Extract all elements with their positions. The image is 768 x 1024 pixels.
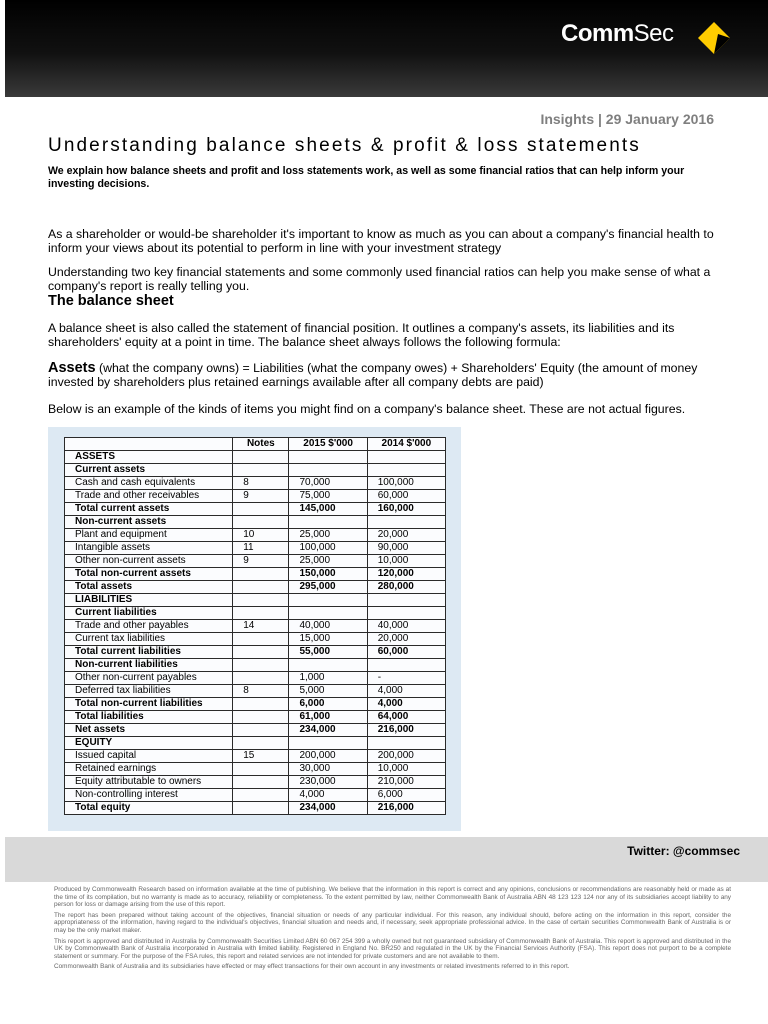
line-item-note: [233, 516, 289, 529]
line-item-label: Current liabilities: [65, 607, 233, 620]
line-item-label: Total assets: [65, 581, 233, 594]
value-2014: 60,000: [367, 646, 445, 659]
line-item-label: Current assets: [65, 464, 233, 477]
column-header: [65, 438, 233, 451]
line-item-note: [233, 633, 289, 646]
table-row: [65, 672, 446, 685]
value-2015: [289, 451, 367, 464]
line-item-label: Issued capital: [65, 750, 233, 763]
line-item-label: Total liabilities: [65, 711, 233, 724]
balance-sheet-table: [64, 437, 446, 815]
disclaimer-paragraph: Commonwealth Bank of Australia and its subsidiaries have effected or may effect transactions for their own account in any investments or related investments referred to in this report.: [54, 963, 570, 971]
line-item-note: 10: [233, 529, 289, 542]
paragraph-understanding: Understanding two key financial statements and some commonly used financial ratios can help you make sense of what a company's report is really telling you.: [48, 265, 711, 293]
line-item-note: [233, 776, 289, 789]
disclaimer-paragraph: The report has been prepared without taking account of the objectives, financial situation or needs of any particular individual. For this reason, any individual should, before acting on the information in this report, consider the appropriateness of the information, having regard to the individual's objectives, financial situation and needs and, if necessary, seek appropriate professional advice. In the case of certain securities Commonwealth Bank of Australia is or may be the only market maker.: [54, 911, 731, 934]
line-item-label: Non-current liabilities: [65, 659, 233, 672]
value-2014: 216,000: [367, 724, 445, 737]
paragraph-balance-definition: A balance sheet is also called the statement of financial position. It outlines a company's assets, its liabilities and its shareholders' equity at a point in time. The balance sheet always follows the following formula:: [48, 321, 675, 349]
line-item-label: LIABILITIES: [65, 594, 233, 607]
brand-name-rest: Sec: [633, 20, 674, 47]
value-2015: 100,000: [289, 542, 367, 555]
value-2015: [289, 464, 367, 477]
value-2014: 40,000: [367, 620, 445, 633]
table-row: [65, 555, 446, 568]
value-2014: 10,000: [367, 763, 445, 776]
line-item-label: Intangible assets: [65, 542, 233, 555]
table-row: [65, 789, 446, 802]
line-item-note: [233, 503, 289, 516]
value-2015: [289, 737, 367, 750]
paragraph-intro: As a shareholder or would-be shareholder it's important to know as much as you can about a company's financial health to inform your views about its potential to perform in line with your investment strategy: [48, 227, 714, 255]
paragraph-formula: [48, 361, 728, 389]
value-2014: -: [367, 672, 445, 685]
table-row: [65, 542, 446, 555]
line-item-label: Non-controlling interest: [65, 789, 233, 802]
value-2014: [367, 737, 445, 750]
line-item-label: Trade and other payables: [65, 620, 233, 633]
value-2014: 160,000: [367, 503, 445, 516]
value-2014: 120,000: [367, 568, 445, 581]
table-row: [65, 529, 446, 542]
brand-name-bold: Comm: [561, 20, 634, 47]
formula-text: (what the company owns) = Liabilities (what the company owes) + Shareholders' Equity (the amount of money invested by shareholders plus retained earnings available after all company debts are paid): [48, 361, 698, 389]
line-item-note: [233, 451, 289, 464]
twitter-handle: Twitter: @commsec: [627, 844, 740, 858]
table-row: [65, 451, 446, 464]
line-item-label: Other non-current assets: [65, 555, 233, 568]
balance-sheet-frame: [48, 427, 461, 831]
disclaimer: [54, 886, 731, 974]
line-item-label: Cash and cash equivalents: [65, 477, 233, 490]
line-item-note: [233, 698, 289, 711]
line-item-note: [233, 711, 289, 724]
lead-paragraph: We explain how balance sheets and profit and loss statements work, as well as some financial ratios that can help inform your investing decisions.: [48, 165, 685, 190]
value-2015: 55,000: [289, 646, 367, 659]
line-item-label: Equity attributable to owners: [65, 776, 233, 789]
table-row: [65, 698, 446, 711]
value-2014: 10,000: [367, 555, 445, 568]
value-2014: 280,000: [367, 581, 445, 594]
line-item-note: 8: [233, 685, 289, 698]
line-item-label: Plant and equipment: [65, 529, 233, 542]
line-item-note: 14: [233, 620, 289, 633]
value-2014: [367, 451, 445, 464]
disclaimer-paragraph: This report is approved and distributed in Australia by Commonwealth Securities Limited ABN 60 067 254 399 a wholly owned but not guaranteed subsidiary of Commonwealth Bank of Australia. This report is approved and distributed in the UK by Commonwealth Bank of Australia incorporated in Australia with limited liability. Registered in England No. BR250 and regulated in the UK by the Financial Services Authority (FSA). This report does not purport to be a complete statement or summary. For the purpose of the FSA rules, this report and related services are not intended for private customers and are not available to them.: [54, 937, 731, 960]
table-row: [65, 477, 446, 490]
value-2015: 4,000: [289, 789, 367, 802]
value-2015: 61,000: [289, 711, 367, 724]
line-item-label: Total current assets: [65, 503, 233, 516]
paragraph-example-intro: Below is an example of the kinds of items you might find on a company's balance sheet. These are not actual figures.: [48, 402, 686, 416]
value-2014: [367, 516, 445, 529]
value-2015: 150,000: [289, 568, 367, 581]
table-row: [65, 594, 446, 607]
twitter-bar: [5, 837, 768, 882]
table-row: [65, 516, 446, 529]
value-2015: 234,000: [289, 724, 367, 737]
line-item-note: 9: [233, 490, 289, 503]
value-2015: 145,000: [289, 503, 367, 516]
line-item-label: Deferred tax liabilities: [65, 685, 233, 698]
line-item-label: Total current liabilities: [65, 646, 233, 659]
table-row: [65, 750, 446, 763]
value-2015: 75,000: [289, 490, 367, 503]
line-item-label: Total non-current liabilities: [65, 698, 233, 711]
value-2014: [367, 464, 445, 477]
line-item-label: Trade and other receivables: [65, 490, 233, 503]
table-row: [65, 581, 446, 594]
value-2015: [289, 516, 367, 529]
line-item-note: [233, 737, 289, 750]
value-2015: [289, 607, 367, 620]
column-header: Notes: [233, 438, 289, 451]
line-item-note: [233, 763, 289, 776]
value-2014: 64,000: [367, 711, 445, 724]
line-item-note: 11: [233, 542, 289, 555]
table-row: [65, 646, 446, 659]
value-2015: 40,000: [289, 620, 367, 633]
line-item-note: 8: [233, 477, 289, 490]
line-item-label: Other non-current payables: [65, 672, 233, 685]
line-item-label: Current tax liabilities: [65, 633, 233, 646]
line-item-note: [233, 594, 289, 607]
column-header: 2015 $'000: [289, 438, 367, 451]
line-item-note: [233, 607, 289, 620]
value-2014: 4,000: [367, 698, 445, 711]
value-2014: 210,000: [367, 776, 445, 789]
value-2014: 6,000: [367, 789, 445, 802]
table-header-row: [65, 438, 446, 451]
line-item-note: [233, 646, 289, 659]
line-item-label: Net assets: [65, 724, 233, 737]
value-2014: [367, 594, 445, 607]
table-row: [65, 737, 446, 750]
brand-logo-text: [561, 20, 674, 48]
value-2014: [367, 659, 445, 672]
header-banner: [0, 0, 768, 97]
formula-assets-term: Assets: [48, 360, 96, 376]
value-2015: 25,000: [289, 529, 367, 542]
line-item-note: [233, 789, 289, 802]
value-2014: 200,000: [367, 750, 445, 763]
table-row: [65, 685, 446, 698]
line-item-label: EQUITY: [65, 737, 233, 750]
value-2015: [289, 594, 367, 607]
line-item-note: 15: [233, 750, 289, 763]
value-2014: [367, 607, 445, 620]
value-2015: 25,000: [289, 555, 367, 568]
table-row: [65, 633, 446, 646]
line-item-label: Total non-current assets: [65, 568, 233, 581]
line-item-note: [233, 581, 289, 594]
table-row: [65, 724, 446, 737]
value-2014: 20,000: [367, 529, 445, 542]
commsec-diamond-logo-icon: [696, 20, 732, 56]
table-row: [65, 763, 446, 776]
value-2015: 70,000: [289, 477, 367, 490]
table-row: [65, 802, 446, 815]
value-2014: 20,000: [367, 633, 445, 646]
value-2014: 60,000: [367, 490, 445, 503]
value-2014: 4,000: [367, 685, 445, 698]
value-2015: 15,000: [289, 633, 367, 646]
value-2014: 216,000: [367, 802, 445, 815]
line-item-note: [233, 464, 289, 477]
line-item-note: [233, 724, 289, 737]
table-row: [65, 620, 446, 633]
column-header: 2014 $'000: [367, 438, 445, 451]
line-item-note: [233, 802, 289, 815]
banner-left-edge: [0, 0, 5, 97]
insights-date: Insights | 29 January 2016: [540, 111, 714, 127]
value-2015: [289, 659, 367, 672]
value-2015: 5,000: [289, 685, 367, 698]
table-row: [65, 659, 446, 672]
value-2014: 90,000: [367, 542, 445, 555]
table-row: [65, 711, 446, 724]
value-2014: 100,000: [367, 477, 445, 490]
value-2015: 30,000: [289, 763, 367, 776]
value-2015: 230,000: [289, 776, 367, 789]
table-row: [65, 464, 446, 477]
table-row: [65, 607, 446, 620]
page-title: Understanding balance sheets & profit & loss statements: [48, 135, 641, 156]
line-item-label: ASSETS: [65, 451, 233, 464]
table-row: [65, 490, 446, 503]
value-2015: 295,000: [289, 581, 367, 594]
line-item-note: [233, 568, 289, 581]
value-2015: 1,000: [289, 672, 367, 685]
line-item-label: Retained earnings: [65, 763, 233, 776]
line-item-note: 9: [233, 555, 289, 568]
value-2015: 234,000: [289, 802, 367, 815]
section-heading-balance-sheet: The balance sheet: [48, 293, 174, 309]
line-item-label: Total equity: [65, 802, 233, 815]
table-row: [65, 776, 446, 789]
value-2015: 200,000: [289, 750, 367, 763]
value-2015: 6,000: [289, 698, 367, 711]
disclaimer-paragraph: Produced by Commonwealth Research based on information available at the time of publishing. We believe that the information in this report is correct and any opinions, conclusions or recommendations are reasonably held or made as at the time of its compilation, but no warranty is made as to accuracy, reliability or completeness. To the extent permitted by law, neither Commonwealth Bank of Australia ABN 48 123 123 124 nor any of its subsidiaries accept liability to any person for loss or damage arising from the use of this report.: [54, 886, 731, 909]
line-item-label: Non-current assets: [65, 516, 233, 529]
line-item-note: [233, 672, 289, 685]
table-row: [65, 503, 446, 516]
table-row: [65, 568, 446, 581]
line-item-note: [233, 659, 289, 672]
